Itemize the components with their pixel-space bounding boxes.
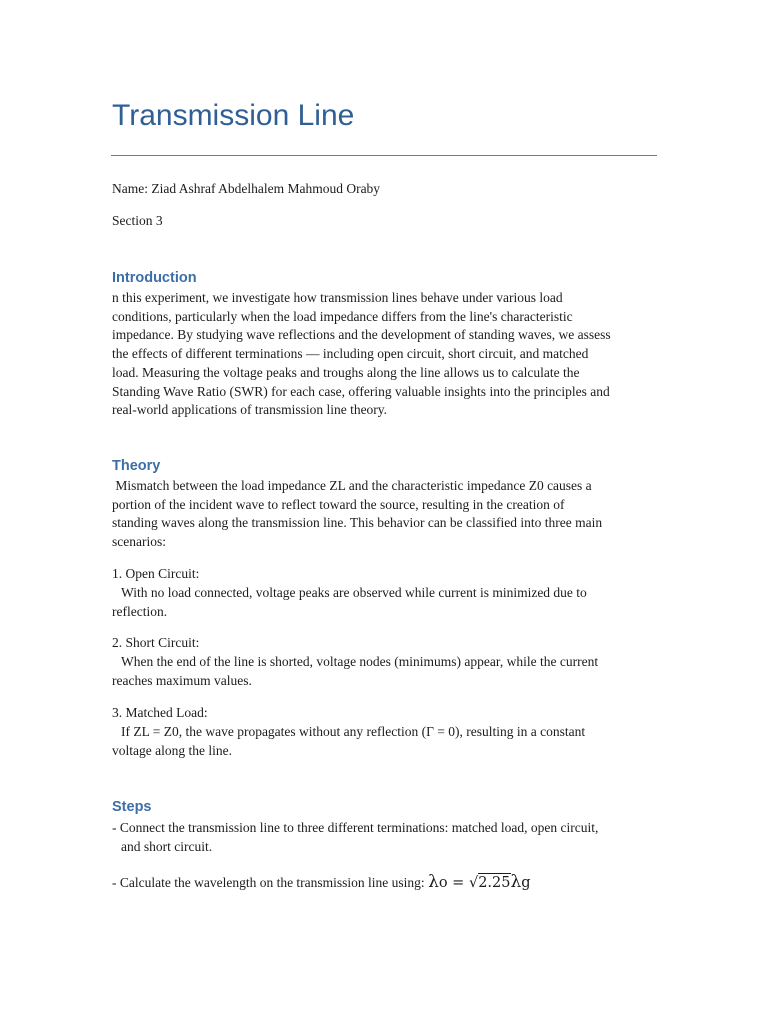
step-line: and short circuit. [121,838,213,854]
sqrt-symbol: √ [468,875,479,891]
matched-load-line: If ZL = Z0, the wave propagates without any reflection (Γ = 0), resulting in a constant [121,724,586,739]
theory-line: standing waves along the transmission line. This behavior can be classified into three main [112,515,603,531]
introduction-line: impedance. By studying wave reflections and the development of standing waves, we assess [112,327,611,343]
author-name: Name: Ziad Ashraf Abdelhalem Mahmoud Oraby [112,181,381,196]
step-connect-terminations [112,819,598,856]
introduction-line: load. Measuring the voltage peaks and troughs along the line allows us to calculate the [112,364,580,380]
theory-line: portion of the incident wave to reflect toward the source, resulting in the creation of [112,496,565,512]
step-text: - Calculate the wavelength on the transmission line using: [112,875,429,890]
title-underline [111,155,657,156]
short-circuit-line: reaches maximum values. [112,672,252,688]
lambda-symbol: λ [428,872,439,892]
theory-line: Mismatch between the load impedance ZL and the characteristic impedance Z0 causes a [112,478,592,493]
wavelength-formula [428,872,531,892]
lambda-symbol: λ [510,872,522,892]
open-circuit-title: 1. Open Circuit: [112,566,200,581]
theory-line: scenarios: [112,534,166,550]
open-circuit-line: With no load connected, voltage peaks are observed while current is minimized due to [121,585,587,600]
introduction-line: conditions, particularly when the load impedance differs from the line's characteristic [112,308,573,324]
step-line: - Connect the transmission line to three different terminations: matched load, open circuit, [112,820,599,835]
open-circuit-line: reflection. [112,603,168,619]
steps-heading: Steps [112,799,152,815]
introduction-line: Standing Wave Ratio (SWR) for each case, offering valuable insights into the principles and [112,383,610,399]
short-circuit-description [112,653,598,690]
introduction-line: the effects of different terminations — including open circuit, short circuit, and matched [112,346,589,362]
short-circuit-line: When the end of the line is shorted, voltage nodes (minimums) appear, while the current [121,654,599,669]
theory-paragraph [112,477,658,552]
matched-load-line: voltage along the line. [112,742,232,758]
section-number: Section 3 [112,213,163,228]
formula-equals: = [447,875,469,891]
matched-load-title: 3. Matched Load: [112,705,208,720]
matched-load-description [112,723,585,760]
open-circuit-description [112,584,587,621]
sqrt-argument: 2.25 [478,875,511,891]
introduction-line: n this experiment, we investigate how transmission lines behave under various load [112,290,563,305]
introduction-line: real-world applications of transmission line theory. [112,402,388,418]
lambda-subscript-o: o [438,875,448,891]
short-circuit-title: 2. Short Circuit: [112,635,200,650]
step-calculate-wavelength [112,871,531,894]
introduction-paragraph [112,289,658,420]
lambda-subscript-g: g [521,875,531,891]
theory-heading: Theory [112,458,161,474]
introduction-heading: Introduction [112,270,197,286]
document-title: Transmission Line [112,99,355,132]
